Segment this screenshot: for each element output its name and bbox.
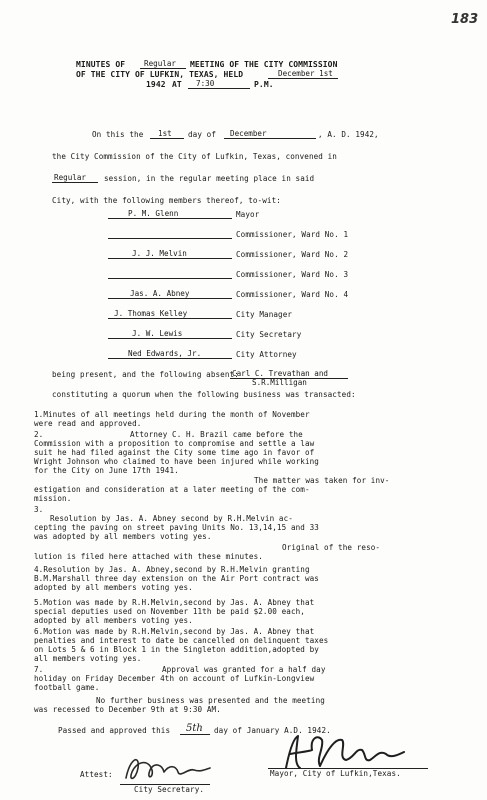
meeting-time-fill: 7:30 <box>196 79 215 88</box>
member-title: Mayor <box>236 210 260 219</box>
opening-day-fill: 1st <box>158 129 172 138</box>
minutes-line: adopted by all members voting yes. <box>34 616 193 625</box>
meeting-date-fill: December 1st <box>278 69 333 78</box>
header-line1-b: MEETING OF THE CITY COMMISSION <box>190 60 338 69</box>
member-name: J. J. Melvin <box>132 249 187 258</box>
page-number: 183 <box>451 12 479 27</box>
member-name: Jas. A. Abney <box>130 289 190 298</box>
member-title: Commissioner, Ward No. 3 <box>236 270 349 279</box>
minutes-line: Commission with a proposition to compromise and settle a law <box>34 439 315 448</box>
minutes-line: B.M.Marshall three day extension on the Air Port contract was <box>34 574 319 583</box>
minutes-line: Wright Johnson who claimed to have been injured while working <box>34 457 319 466</box>
member-name: Ned Edwards, Jr. <box>128 349 202 358</box>
member-title: Commissioner, Ward No. 4 <box>236 290 349 299</box>
minutes-line: was recessed to December 9th at 9:30 AM. <box>34 705 221 714</box>
minutes-line: all members voting yes. <box>34 654 142 663</box>
passed-approved-rest: day of January A.D. 1942. <box>214 726 331 735</box>
header-line2-a: OF THE CITY OF LUFKIN, TEXAS, HELD <box>76 70 244 79</box>
minutes-line: penalties and interest to date be cancelled on delinquent taxes <box>34 636 329 645</box>
member-title: Commissioner, Ward No. 1 <box>236 230 349 239</box>
minutes-line: Resolution by Jas. A. Abney second by R.H.Melvin ac- <box>50 514 293 523</box>
mayor-title-label: Mayor, City of Lufkin,Texas. <box>270 769 401 778</box>
absent-members-1: Carl C. Trevathan and <box>232 369 329 378</box>
opening-line4: City, with the following members thereof, to-wit: <box>52 196 281 205</box>
minutes-line: football game. <box>34 683 100 692</box>
opening-line3: session, in the regular meeting place in said <box>104 174 315 183</box>
minutes-line: estigation and consideration at a later meeting of the com- <box>34 485 310 494</box>
header-line1-a: MINUTES OF <box>76 60 126 69</box>
member-title: City Manager <box>236 310 293 319</box>
opening-day-of: day of <box>188 130 217 139</box>
attendance-line1: being present, and the following absent: <box>52 370 239 379</box>
minutes-line: adopted by all members voting yes. <box>34 583 193 592</box>
minutes-line: for the City on June 17th 1941. <box>34 466 179 475</box>
member-title: City Secretary <box>236 330 302 339</box>
minutes-line: The matter was taken for inv- <box>254 476 390 485</box>
minutes-line: holiday on Friday December 4th on account of Lufkin-Longview <box>34 674 315 683</box>
member-title: City Attorney <box>236 350 297 359</box>
minutes-line: mission. <box>34 494 72 503</box>
minutes-line: 7. <box>34 665 44 674</box>
minutes-line: 1.Minutes of all meetings held during the month of November <box>34 410 310 419</box>
minutes-line: were read and approved. <box>34 419 142 428</box>
member-name: J. Thomas Kelley <box>114 309 188 318</box>
opening-line2: the City Commission of the City of Lufkin, Texas, convened in <box>52 152 337 161</box>
minutes-line: 6.Motion was made by R.H.Melvin,second by Jas. A. Abney that <box>34 627 315 636</box>
minutes-line: on Lots 5 & 6 in Block 1 in the Singleton addition,adopted by <box>34 645 319 654</box>
meeting-type-fill: Regular <box>144 59 177 68</box>
city-secretary-label: City Secretary. <box>134 785 205 794</box>
minutes-line: suit he had filed against the City some time ago in favor of <box>34 448 315 457</box>
minutes-line: special deputies used on November 11th be paid $2.00 each, <box>34 607 305 616</box>
passed-approved: Passed and approved this <box>58 726 171 735</box>
member-name: P. M. Glenn <box>128 209 179 218</box>
minutes-line: No further business was presented and the meeting <box>96 696 325 705</box>
member-name: J. W. Lewis <box>132 329 183 338</box>
opening-ad: , A. D. 1942, <box>318 130 379 139</box>
minutes-line: Attorney C. H. Brazil came before the <box>130 430 303 439</box>
minutes-line: 5.Motion was made by R.H.Melvin,second by Jas. A. Abney that <box>34 598 315 607</box>
session-type-fill: Regular <box>54 173 87 182</box>
header-year: 1942 <box>146 80 166 89</box>
minutes-line: Approval was granted for a half day <box>162 665 326 674</box>
minutes-line: was adopted by all members voting yes. <box>34 532 212 541</box>
minutes-line: 3. <box>34 505 44 514</box>
header-at: AT <box>172 80 182 89</box>
opening-on-this: On this the <box>92 130 144 139</box>
minutes-line: lution is filed here attached with these minutes. <box>34 552 263 561</box>
minutes-line: 4.Resolution by Jas. A. Abney,second by R.H.Melvin granting <box>34 565 310 574</box>
absent-members-2: S.R.Milligan <box>252 378 307 387</box>
opening-month-fill: December <box>230 129 267 138</box>
member-title: Commissioner, Ward No. 2 <box>236 250 349 259</box>
approval-day-fill: 5th <box>186 723 203 734</box>
secretary-signature <box>118 748 218 788</box>
minutes-line: cepting the paving on street paving Units No. 13,14,15 and 33 <box>34 523 319 532</box>
header-pm: P.M. <box>254 80 274 89</box>
attendance-line2: constituting a quorum when the following business was transacted: <box>52 390 356 399</box>
minutes-line: Original of the reso- <box>282 543 381 552</box>
minutes-line: 2. <box>34 430 44 439</box>
attest-label: Attest: <box>80 770 113 779</box>
